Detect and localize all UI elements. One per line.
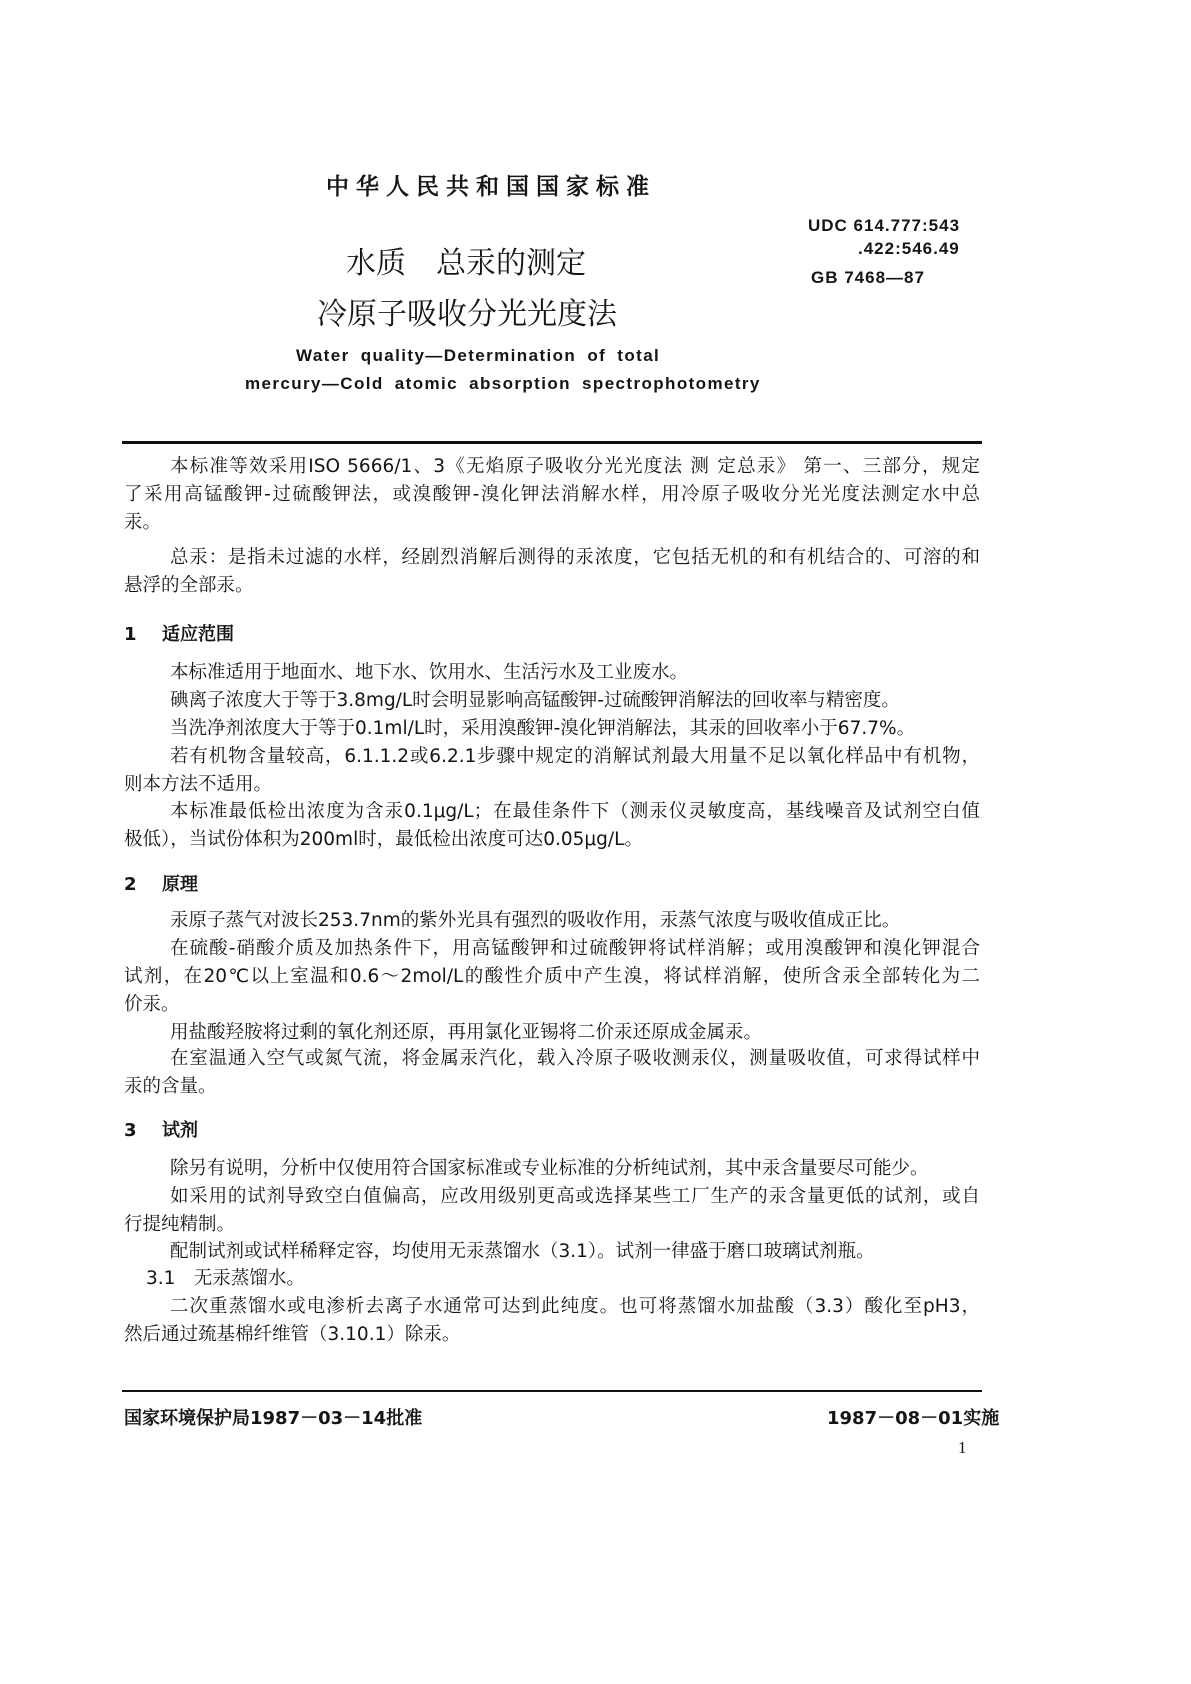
approval-date: 国家环境保护局1987－03－14批准 [124,1408,423,1429]
section-line: 在室温通入空气或氮气流，将金属汞汽化，载入冷原子吸收测汞仪，测量吸收值，可求得试样中 [170,1048,980,1069]
english-title-line1: Water quality—Determination of total [296,346,661,365]
page-number: 1 [958,1438,967,1457]
gb-code: GB 7468—87 [811,268,925,287]
section-line: 本标准最低检出浓度为含汞0.1μg/L；在最佳条件下（测汞仪灵敏度高，基线噪音及试剂空白值 [170,801,980,822]
section-line: 则本方法不适用。 [124,774,273,795]
top-rule [122,441,982,444]
english-title-line2: mercury—Cold atomic absorption spectrophotometry [245,374,761,393]
section-line: 极低），当试份体积为200ml时，最低检出浓度可达0.05μg/L。 [124,829,643,850]
title-line1: 水质 总汞的测定 [346,246,586,281]
intro-line: 本标准等效采用ISO 5666/1、3《无焰原子吸收分光光度法 测 定总汞》 第一、三部分，规定 [170,456,980,477]
section-line: 汞的含量。 [124,1076,217,1097]
section-line: 除另有说明，分析中仅使用符合国家标准或专业标准的分析纯试剂，其中汞含量要尽可能少。 [170,1158,929,1179]
section-heading-3: 3 试剂 [124,1120,198,1141]
section-line: 试剂，在20℃以上室温和0.6～2mol/L的酸性介质中产生溴，将试样消解，使所含汞全部转化为二 [124,966,980,987]
subsection-3-1: 3.1 无汞蒸馏水。 [146,1268,305,1289]
section-line: 如采用的试剂导致空白值偏高，应改用级别更高或选择某些工厂生产的汞含量更低的试剂，或自 [170,1186,980,1207]
intro-line: 了采用高锰酸钾-过硫酸钾法，或溴酸钾-溴化钾法消解水样，用冷原子吸收分光光度法测定水中总 [124,484,980,505]
bottom-rule [122,1390,982,1392]
title-line2: 冷原子吸收分光光度法 [317,297,617,332]
section-line: 在硫酸-硝酸介质及加热条件下，用高锰酸钾和过硫酸钾将试样消解；或用溴酸钾和溴化钾混合 [170,938,980,959]
standard-header: 中华人民共和国国家标准 [326,174,656,200]
udc-code: UDC 614.777:543 [808,216,961,235]
intro-line: 悬浮的全部汞。 [124,575,254,596]
effective-date: 1987－08－01实施 [827,1408,1000,1429]
section-line: 本标准适用于地面水、地下水、饮用水、生活污水及工业废水。 [170,662,689,683]
section-line: 汞原子蒸气对波长253.7nm的紫外光具有强烈的吸收作用，汞蒸气浓度与吸收值成正比。 [170,910,901,931]
section-line: 若有机物含量较高，6.1.1.2或6.2.1步骤中规定的消解试剂最大用量不足以氧化样品中有机物， [170,746,980,767]
section-line: 当洗净剂浓度大于等于0.1ml/L时，采用溴酸钾-溴化钾消解法，其汞的回收率小于67.7%。 [170,718,916,739]
section-line: 用盐酸羟胺将过剩的氧化剂还原，再用氯化亚锡将二价汞还原成金属汞。 [170,1022,763,1043]
section-line: 碘离子浓度大于等于3.8mg/L时会明显影响高锰酸钾-过硫酸钾消解法的回收率与精密度。 [170,690,900,711]
section-heading-2: 2 原理 [124,874,198,895]
intro-line: 总汞：是指未过滤的水样，经剧烈消解后测得的汞浓度，它包括无机的和有机结合的、可溶的和 [170,547,980,568]
section-line: 行提纯精制。 [124,1214,236,1235]
section-line: 价汞。 [124,994,180,1015]
section-heading-1: 1 适应范围 [124,624,234,645]
udc-code-cont: .422:546.49 [858,239,960,258]
section-line: 配制试剂或试样稀释定容，均使用无汞蒸馏水（3.1）。试剂一律盛于磨口玻璃试剂瓶。 [170,1241,875,1262]
intro-line: 汞。 [124,512,162,533]
section-line: 二次重蒸馏水或电渗析去离子水通常可达到此纯度。也可将蒸馏水加盐酸（3.3）酸化至pH3， [170,1296,980,1317]
section-line: 然后通过巯基棉纤维管（3.10.1）除汞。 [124,1324,461,1345]
